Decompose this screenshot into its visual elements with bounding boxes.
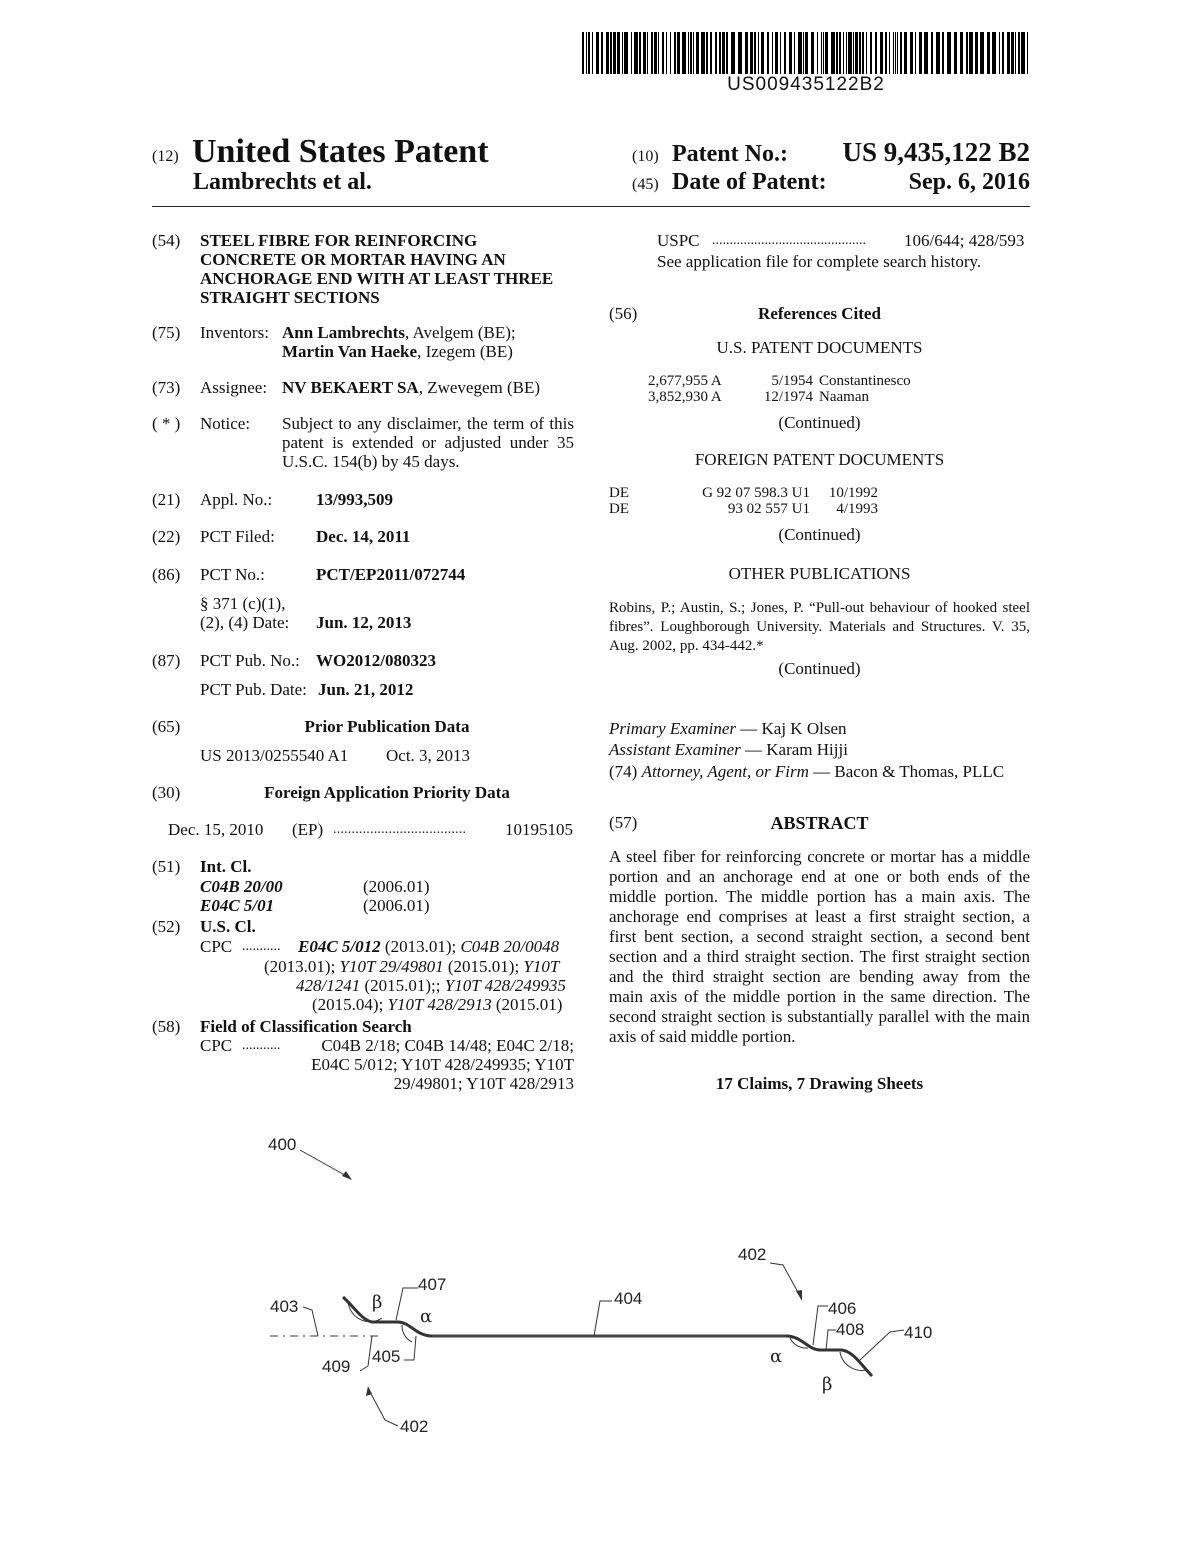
cpc-code: Y10T 29/49801: [339, 957, 444, 976]
field-search-line: 29/49801; Y10T 428/2913: [393, 1074, 574, 1093]
barcode-bar: [754, 32, 756, 74]
search-history-note: See application file for complete search history.: [657, 252, 982, 271]
barcode-bar: [969, 32, 973, 74]
cpc-line-2: [264, 957, 559, 977]
leader-402-left: [370, 1392, 398, 1426]
barcode-bar: [1021, 32, 1025, 74]
abstract-line: portion and an anchorage end at one or both ends of the: [609, 867, 1030, 886]
arrowhead-400: [342, 1171, 352, 1180]
int-cl-version: (2006.01): [363, 896, 430, 915]
label-404: 404: [614, 1289, 643, 1308]
pct-pub-date-label: PCT Pub. Date:: [200, 680, 307, 699]
continued-note: (Continued): [778, 659, 861, 678]
code-22: (22): [152, 527, 181, 546]
pct-filed-label: PCT Filed:: [200, 527, 275, 546]
primary-examiner: [609, 719, 847, 739]
assistant-examiner-label: Assistant Examiner: [609, 740, 741, 759]
inventor-1: [282, 323, 516, 343]
label-402-left: 402: [400, 1417, 429, 1436]
barcode-bar: [674, 32, 676, 74]
us-cl-label: U.S. Cl.: [200, 917, 256, 936]
barcode-bar: [895, 32, 896, 74]
barcode-bar: [592, 32, 593, 74]
foreign-doc-no: 93 02 557 U1: [727, 501, 810, 517]
code-21: (21): [152, 490, 181, 509]
barcode-bar: [987, 32, 990, 74]
code-45: (45): [632, 176, 659, 193]
barcode-bar: [999, 32, 1000, 74]
barcode-bar: [706, 32, 708, 74]
patent-title: [200, 231, 553, 307]
code-12: (12): [152, 148, 179, 165]
barcode-bar: [839, 32, 841, 74]
barcode-bar: [654, 32, 657, 74]
leader-407: [396, 1288, 418, 1320]
code-73: (73): [152, 378, 181, 397]
code-52: (52): [152, 917, 181, 936]
barcode-bar: [992, 32, 996, 74]
barcode-bar: [954, 32, 957, 74]
barcode-bar: [670, 32, 671, 74]
barcode-bar: [767, 32, 769, 74]
other-pub-line: Robins, P.; Austin, S.; Jones, P. “Pull-out behaviour of hooked steel: [609, 600, 1030, 616]
barcode-bar: [647, 32, 648, 74]
barcode-bar: [1018, 32, 1020, 74]
leader-409: [360, 1336, 372, 1371]
barcode-bar: [651, 32, 653, 74]
barcode-bar: [924, 32, 928, 74]
pct-no: PCT/EP2011/072744: [316, 565, 466, 584]
barcode-bar: [880, 32, 883, 74]
leader-400: [300, 1150, 350, 1178]
foreign-doc-date: 4/1993: [836, 501, 878, 517]
barcode-bar: [745, 32, 748, 74]
barcode-bar: [758, 32, 759, 74]
continued-note: (Continued): [778, 413, 861, 432]
foreign-doc-no: G 92 07 598.3 U1: [702, 485, 810, 501]
inventor-1-name: Ann Lambrechts: [282, 323, 405, 342]
abstract-line: and the third straight section are bending away from the: [609, 967, 1030, 986]
barcode-bar: [889, 32, 890, 74]
alpha-symbol-left: α: [420, 1306, 433, 1327]
appl-no: 13/993,509: [316, 490, 393, 509]
barcode-bar: [666, 32, 667, 74]
barcode-bar: [942, 32, 944, 74]
barcode-bar: [931, 32, 933, 74]
title-line: STRAIGHT SECTIONS: [200, 288, 380, 307]
cpc-code: C04B 20/0048: [460, 937, 560, 956]
barcode-bar: [811, 32, 814, 74]
barcode-bar: [859, 32, 861, 74]
cpc-version: (2013.01);: [380, 937, 457, 956]
abstract-line: anchorage end comprises at least a first straight section, a: [609, 907, 1030, 926]
barcode-bar: [875, 32, 877, 74]
patent-number: US 9,435,122 B2: [842, 137, 1030, 167]
us-doc-name: Naaman: [819, 389, 869, 405]
label-410: 410: [904, 1323, 933, 1342]
cpc-version: (2015.01);: [360, 976, 436, 995]
leader-405: [404, 1336, 416, 1360]
barcode-bar: [658, 32, 659, 74]
int-cl-label: Int. Cl.: [200, 857, 252, 876]
uspc-label: USPC: [657, 231, 700, 250]
code-30: (30): [152, 783, 181, 802]
code-57: (57): [609, 813, 638, 832]
int-cl-code: E04C 5/01: [200, 896, 275, 915]
cpc-code: Y10T 428/2913: [387, 995, 492, 1014]
beta-symbol-right: β: [822, 1374, 833, 1395]
inventor-1-location: , Avelgem (BE);: [404, 323, 516, 342]
barcode-bar: [738, 32, 742, 74]
continued-note: (Continued): [778, 525, 861, 544]
leader-406: [813, 1306, 828, 1345]
barcode-bar: [726, 32, 728, 74]
us-doc-no: 3,852,930 A: [648, 389, 722, 405]
barcode-bar: [634, 32, 638, 74]
alpha-symbol-right: α: [770, 1346, 783, 1367]
primary-examiner-name: — Kaj K Olsen: [736, 719, 847, 738]
date-of-patent-label: Date of Patent:: [672, 169, 827, 195]
label-403: 403: [270, 1297, 299, 1316]
cpc-code: E04C 5/012: [298, 937, 381, 956]
barcode-bar: [1002, 32, 1004, 74]
barcode-text: US009435122B2: [727, 74, 885, 95]
barcode-bar: [798, 32, 802, 74]
barcode-bar: [617, 32, 620, 74]
barcode-bar: [825, 32, 828, 74]
foreign-priority-dots: ....................................: [333, 822, 467, 837]
barcode-bar: [613, 32, 616, 74]
barcode-bar: [831, 32, 835, 74]
barcode-bar: [710, 32, 712, 74]
uspc-value: 106/644; 428/593: [904, 231, 1025, 250]
barcode-bar: [631, 32, 632, 74]
arrowhead-402-right: [796, 1290, 802, 1301]
doc-type-heading: United States Patent: [192, 133, 489, 170]
assistant-examiner: [609, 740, 848, 760]
inventor-2-name: Martin Van Haeke: [282, 342, 418, 361]
label-408: 408: [836, 1320, 865, 1339]
cpc-version: (2015.01): [491, 995, 563, 1014]
barcode-bar: [915, 32, 916, 74]
prior-pub-no: US 2013/0255540 A1: [200, 746, 349, 765]
barcode-bar: [821, 32, 822, 74]
foreign-priority-date: Dec. 15, 2010: [168, 820, 264, 839]
leader-410: [860, 1330, 904, 1360]
foreign-priority-heading: Foreign Application Priority Data: [264, 783, 510, 802]
code-65: (65): [152, 717, 181, 736]
code-56: (56): [609, 304, 638, 323]
barcode-bar: [772, 32, 773, 74]
barcode-bar: [639, 32, 641, 74]
leader-408: [826, 1330, 836, 1350]
abstract-line: middle portion. The middle portion has a main axis. The: [609, 887, 1030, 906]
barcode-bar: [866, 32, 867, 74]
notice-label: Notice:: [200, 414, 251, 433]
barcode-bar: [862, 32, 864, 74]
barcode-bar: [936, 32, 940, 74]
barcode-bar: [696, 32, 699, 74]
us-doc-date: 5/1954: [771, 373, 813, 389]
abstract-line: A steel fiber for reinforcing concrete or mortar has a middle: [609, 847, 1030, 866]
appl-no-label: Appl. No.:: [200, 490, 273, 509]
barcode-bar: [904, 32, 907, 74]
assignee-name: NV BEKAERT SA: [282, 378, 419, 397]
barcode-bar: [610, 32, 612, 74]
title-line: ANCHORAGE END WITH AT LEAST THREE: [200, 269, 554, 288]
barcode-bar: [715, 32, 717, 74]
cpc-code: Y10T 428/249935: [444, 976, 566, 995]
claims-summary: 17 Claims, 7 Drawing Sheets: [715, 1074, 924, 1093]
pct-pub-no: WO2012/080323: [316, 651, 436, 670]
barcode-bar: [601, 32, 603, 74]
int-cl-version: (2006.01): [363, 877, 430, 896]
barcode-bar: [1007, 32, 1010, 74]
notice-line: patent is extended or adjusted under 35: [282, 433, 574, 452]
abstract-line: second straight section is substantially parallel with the main: [609, 1007, 1030, 1026]
inventors-label: Inventors:: [200, 323, 269, 342]
barcode-bar: [775, 32, 778, 74]
label-400: 400: [268, 1135, 297, 1154]
date-of-patent: Sep. 6, 2016: [908, 169, 1030, 195]
patent-no-label: Patent No.:: [672, 141, 788, 167]
barcode-bar: [582, 32, 584, 74]
barcode-bar: [1027, 32, 1028, 74]
int-cl-code: C04B 20/00: [200, 877, 283, 896]
prior-pub-heading: Prior Publication Data: [304, 717, 470, 736]
barcode-bar: [750, 32, 753, 74]
other-publications-heading: OTHER PUBLICATIONS: [728, 564, 911, 583]
field-search-line: C04B 2/18; C04B 14/48; E04C 2/18;: [321, 1036, 574, 1055]
pct-no-label: PCT No.:: [200, 565, 265, 584]
barcode-bar: [836, 32, 838, 74]
barcode-bar: [823, 32, 824, 74]
abstract-line: axis of said middle portion.: [609, 1027, 796, 1046]
barcode-bar: [789, 32, 792, 74]
assignee-location: , Zwevegem (BE): [418, 378, 541, 397]
notice-line: U.S.C. 154(b) by 45 days.: [282, 452, 460, 471]
assignee: [282, 378, 540, 398]
barcode-bar: [596, 32, 599, 74]
barcode-bar: [722, 32, 725, 74]
barcode-bar: [803, 32, 804, 74]
label-402-right: 402: [738, 1245, 767, 1264]
cpc-code: Y10T: [523, 957, 560, 976]
title-line: STEEL FIBRE FOR REINFORCING: [200, 231, 478, 250]
references-cited-heading: References Cited: [758, 304, 881, 323]
barcode-bar: [885, 32, 887, 74]
barcode-bar: [900, 32, 902, 74]
abstract-line: main axis of the middle portion in the same direction. The: [609, 987, 1030, 1006]
barcode-bar: [586, 32, 587, 74]
abstract-heading: ABSTRACT: [770, 813, 869, 833]
beta-symbol-left: β: [372, 1292, 383, 1313]
foreign-patent-docs-heading: FOREIGN PATENT DOCUMENTS: [694, 450, 945, 469]
barcode-bar: [606, 32, 609, 74]
inventor-2: [282, 342, 513, 362]
uspc-dots: ............................................: [712, 233, 866, 248]
title-line: CONCRETE OR MORTAR HAVING AN: [200, 250, 506, 269]
cpc-line-1: [298, 937, 559, 957]
code-87: (87): [152, 651, 181, 670]
us-doc-no: 2,677,955 A: [648, 373, 722, 389]
barcode-bar: [784, 32, 786, 74]
pct-pub-no-label: PCT Pub. No.:: [200, 651, 300, 670]
notice-line: Subject to any disclaimer, the term of this: [282, 414, 574, 433]
code-58: (58): [152, 1017, 181, 1036]
label-405: 405: [372, 1347, 401, 1366]
barcode-bar: [662, 32, 664, 74]
code-54: (54): [152, 231, 181, 250]
notice-code: ( * ): [152, 414, 181, 433]
barcode-bar: [677, 32, 680, 74]
attorney-label: Attorney, Agent, or Firm: [641, 762, 809, 781]
notice-text: [282, 414, 574, 471]
cpc-version: (2015.01);: [443, 957, 520, 976]
foreign-priority-number: 10195105: [505, 820, 573, 839]
field-search-cpc-label: CPC: [200, 1036, 233, 1055]
barcode-bar: [960, 32, 963, 74]
barcode-bar: [701, 32, 705, 74]
barcode-bar: [1011, 32, 1014, 74]
barcode-bar: [910, 32, 913, 74]
barcode-bar: [719, 32, 721, 74]
code-10: (10): [632, 148, 659, 165]
barcode-bar: [682, 32, 686, 74]
s371-line-2: (2), (4) Date:: [200, 613, 290, 632]
cpc-line-3: 428/1241 (2015.01);; Y10T 428/249935: [296, 976, 566, 995]
code-74: (74): [609, 762, 638, 781]
barcode-bar: [761, 32, 764, 74]
attorney-name: — Bacon & Thomas, PLLC: [808, 762, 1005, 781]
pct-pub-date: Jun. 21, 2012: [318, 680, 414, 699]
header-divider: [152, 206, 1030, 207]
barcode-bar: [966, 32, 968, 74]
steel-fibre-drawing: [0, 1110, 1200, 1450]
s371-line-1: § 371 (c)(1),: [200, 594, 286, 613]
barcode-bar: [848, 32, 852, 74]
inventors-short: Lambrechts et al.: [193, 169, 372, 195]
label-409: 409: [322, 1357, 351, 1376]
barcode-bar: [853, 32, 854, 74]
cpc-label: CPC: [200, 937, 233, 956]
barcode-bar: [690, 32, 692, 74]
cpc-code: 428/1241: [296, 976, 361, 995]
attorney: [609, 762, 1004, 782]
barcode-bar: [622, 32, 623, 74]
barcode-bar: [794, 32, 795, 74]
barcode-bar: [588, 32, 590, 74]
foreign-doc-country: DE: [609, 485, 629, 501]
cpc-version: (2013.01);: [264, 957, 336, 976]
code-86: (86): [152, 565, 181, 584]
label-406: 406: [828, 1299, 857, 1318]
barcode-bar: [843, 32, 844, 74]
cpc-line-4: [312, 995, 562, 1015]
primary-examiner-label: Primary Examiner: [609, 719, 737, 738]
abstract-line: first bent section, a second straight section, a second bent: [609, 927, 1030, 946]
barcode-bar: [643, 32, 646, 74]
barcode-bar: [855, 32, 858, 74]
prior-pub-date: Oct. 3, 2013: [386, 746, 471, 765]
foreign-priority-country: (EP): [292, 820, 324, 839]
barcode-bar: [919, 32, 922, 74]
barcode-bar: [1015, 32, 1016, 74]
s371-date: Jun. 12, 2013: [316, 613, 412, 632]
barcode-bar: [688, 32, 689, 74]
foreign-doc-country: DE: [609, 501, 629, 517]
label-407: 407: [418, 1275, 447, 1294]
us-doc-date: 12/1974: [763, 389, 813, 405]
barcode-bar: [731, 32, 735, 74]
us-doc-name: Constantinesco: [819, 373, 911, 389]
barcode: [582, 32, 1030, 74]
barcode-bar: [624, 32, 628, 74]
leader-404: [594, 1301, 612, 1336]
leader-403: [303, 1307, 318, 1336]
field-search-label: Field of Classification Search: [200, 1017, 412, 1036]
barcode-bar: [975, 32, 978, 74]
barcode-bar: [870, 32, 872, 74]
barcode-bar: [980, 32, 984, 74]
code-75: (75): [152, 323, 181, 342]
field-search-line: E04C 5/012; Y10T 428/249935; Y10T: [311, 1055, 574, 1074]
assignee-label: Assignee:: [200, 378, 268, 397]
barcode-bar: [693, 32, 694, 74]
abstract-line: section and a third straight section. The first straight section: [609, 947, 1030, 966]
us-patent-docs-heading: U.S. PATENT DOCUMENTS: [716, 338, 923, 357]
assistant-examiner-name: — Karam Hijji: [740, 740, 848, 759]
abstract-body: [609, 847, 1030, 1047]
barcode-bar: [817, 32, 818, 74]
foreign-doc-date: 10/1992: [828, 485, 878, 501]
barcode-bar: [846, 32, 847, 74]
inventor-2-location: , Izegem (BE): [417, 342, 513, 361]
field-search-dots: ...........: [242, 1038, 281, 1053]
other-pub-line: fibres”. Loughborough University. Materials and Structures. V. 35,: [609, 619, 1030, 635]
leader-402-right: [770, 1263, 800, 1296]
barcode-bar: [805, 32, 808, 74]
pct-filed: Dec. 14, 2011: [316, 527, 411, 546]
code-51: (51): [152, 857, 181, 876]
barcode-bar: [780, 32, 781, 74]
other-pub-line: Aug. 2002, pp. 434-442.*: [609, 638, 764, 654]
cpc-dots: ...........: [242, 939, 281, 954]
barcode-bar: [897, 32, 898, 74]
barcode-bar: [947, 32, 951, 74]
barcode-bar: [893, 32, 894, 74]
cpc-version: (2015.04);: [312, 995, 384, 1014]
